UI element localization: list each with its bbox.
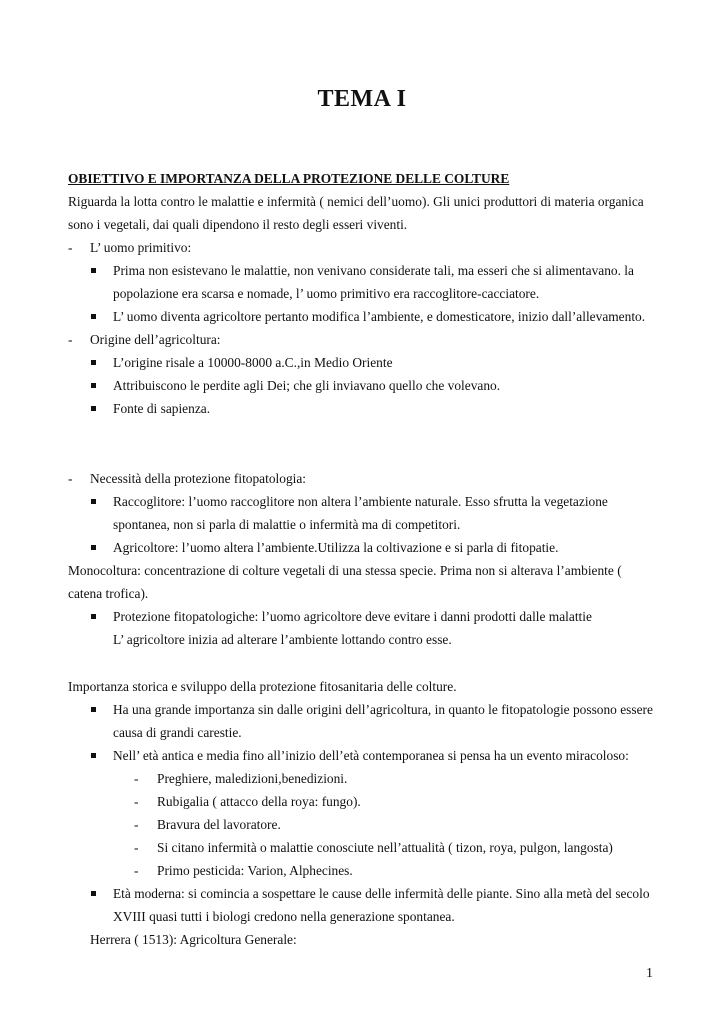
square-bullet-icon <box>91 383 96 388</box>
dash-marker: - <box>68 240 73 255</box>
list-label-uomo-primitivo: L’ uomo primitivo: <box>90 240 192 255</box>
list-item: L’origine risale a 10000-8000 a.C.,in Medio Oriente <box>113 355 393 370</box>
importanza-heading: Importanza storica e sviluppo della protezione fitosanitaria delle colture. <box>68 679 457 694</box>
list-item-continuation: L’ agricoltore inizia ad alterare l’ambiente lottando contro esse. <box>113 632 452 647</box>
dash-marker: - <box>134 794 139 809</box>
list-item-continuation: XVIII quasi tutti i biologi credono nella generazione spontanea. <box>113 909 455 924</box>
list-item-continuation: causa di grandi carestie. <box>113 725 242 740</box>
dash-marker: - <box>134 771 139 786</box>
list-item: Ha una grande importanza sin dalle origini dell’agricoltura, in quanto le fitopatologie possono essere <box>113 702 653 717</box>
sub-list-item: Bravura del lavoratore. <box>157 817 281 832</box>
sub-list-item: Primo pesticida: Varion, Alphecines. <box>157 863 353 878</box>
list-item: Attribuiscono le perdite agli Dei; che gli inviavano quello che volevano. <box>113 378 501 393</box>
square-bullet-icon <box>91 614 96 619</box>
list-item: Fonte di sapienza. <box>113 401 211 416</box>
intro-line-2: sono i vegetali, dai quali dipendono il resto degli esseri viventi. <box>68 217 408 232</box>
list-item-continuation: spontanea, non si parla di malattie o infermità ma di competitori. <box>113 517 461 532</box>
square-bullet-icon <box>91 707 96 712</box>
page-title: TEMA I <box>317 86 407 112</box>
sub-list-item: Rubigalia ( attacco della roya: fungo). <box>157 794 361 809</box>
square-bullet-icon <box>91 891 96 896</box>
herrera-line: Herrera ( 1513): Agricoltura Generale: <box>90 932 297 947</box>
list-label-necessita: Necessità della protezione fitopatologia: <box>90 471 307 486</box>
list-item: L’ uomo diventa agricoltore pertanto modifica l’ambiente, e domesticatore, inizio dall’allevamento. <box>113 309 646 324</box>
square-bullet-icon <box>91 545 96 550</box>
list-item: Età moderna: si comincia a sospettare le cause delle infermità delle piante. Sino alla metà del secolo <box>113 886 650 901</box>
square-bullet-icon <box>91 753 96 758</box>
square-bullet-icon <box>91 499 96 504</box>
monocoltura-line-2: catena trofica). <box>68 586 149 601</box>
list-label-origine: Origine dell’agricoltura: <box>90 332 221 347</box>
section-heading: OBIETTIVO E IMPORTANZA DELLA PROTEZIONE DELLE COLTURE <box>68 171 510 186</box>
square-bullet-icon <box>91 406 96 411</box>
list-item: Nell’ età antica e media fino all’inizio dell’età contemporanea si pensa ha un evento miracoloso: <box>113 748 629 763</box>
list-item-continuation: popolazione era scarsa e nomade, l’ uomo primitivo era raccoglitore-cacciatore. <box>113 286 540 301</box>
square-bullet-icon <box>91 268 96 273</box>
page-number: 1 <box>646 966 653 981</box>
square-bullet-icon <box>91 360 96 365</box>
intro-line-1: Riguarda la lotta contro le malattie e infermità ( nemici dell’uomo). Gli unici produttori di materia organica <box>68 194 644 209</box>
list-item: Prima non esistevano le malattie, non venivano considerate tali, ma esseri che si alimentavano. la <box>113 263 634 278</box>
dash-marker: - <box>134 840 139 855</box>
square-bullet-icon <box>91 314 96 319</box>
monocoltura-line-1: Monocoltura: concentrazione di colture vegetali di una stessa specie. Prima non si alterava l’ambiente ( <box>68 563 622 578</box>
list-item: Agricoltore: l’uomo altera l’ambiente.Utilizza la coltivazione e si parla di fitopatie. <box>113 540 559 555</box>
list-item: Protezione fitopatologiche: l’uomo agricoltore deve evitare i danni prodotti dalle malattie <box>113 609 592 624</box>
dash-marker: - <box>134 863 139 878</box>
dash-marker: - <box>134 817 139 832</box>
dash-marker: - <box>68 471 73 486</box>
sub-list-item: Si citano infermità o malattie conosciute nell’attualità ( tizon, roya, pulgon, langosta) <box>157 840 613 855</box>
sub-list-item: Preghiere, maledizioni,benedizioni. <box>157 771 348 786</box>
dash-marker: - <box>68 332 73 347</box>
list-item: Raccoglitore: l’uomo raccoglitore non altera l’ambiente naturale. Esso sfrutta la vegetazione <box>113 494 608 509</box>
